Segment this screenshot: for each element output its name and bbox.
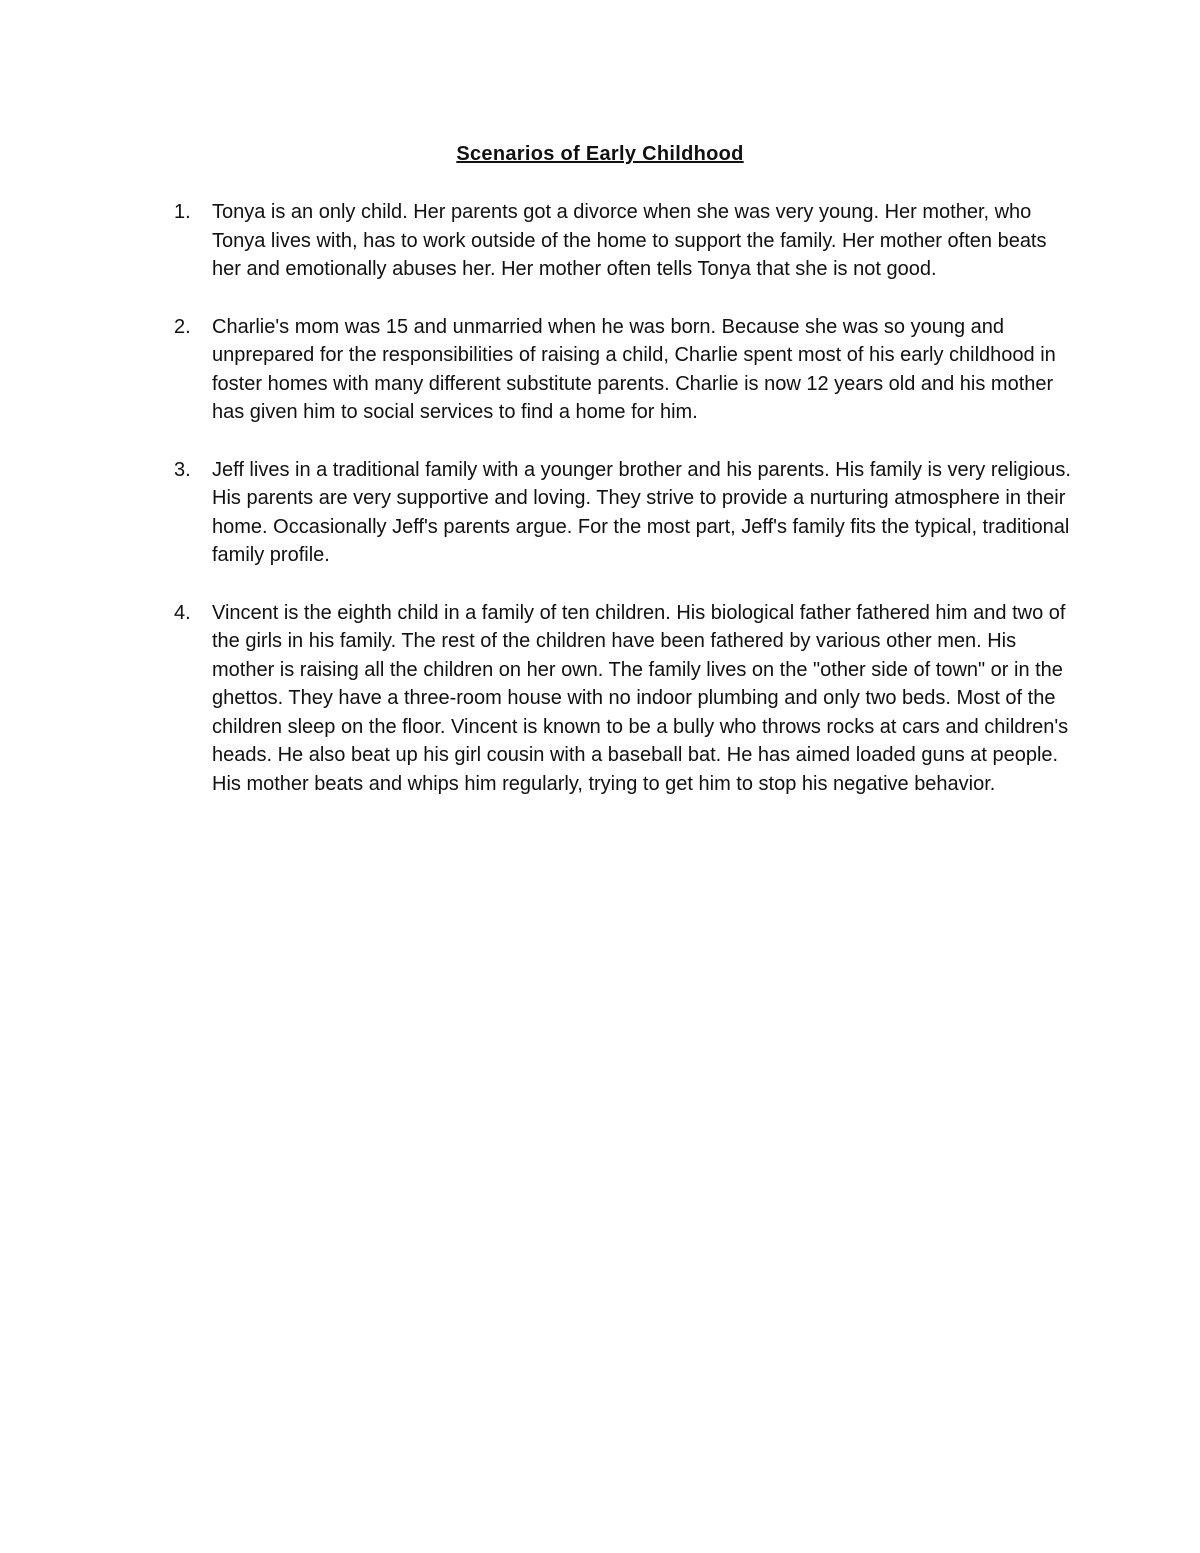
list-item-number: 2. (174, 315, 191, 338)
list-item-text: Jeff lives in a traditional family with a younger brother and his parents. His family is very religious. His parents are very supportive and loving. They strive to provide a nurturing atmosphere in their home. Occasionally Jeff's parents argue. For the most part, Jeff's family fits the typical, traditional family profile. (212, 458, 1071, 566)
list-item-number: 1. (174, 201, 191, 223)
scenario-list (174, 198, 1074, 827)
list-item-text: Vincent is the eighth child in a family of ten children. His biological father fathered him and two of the girls in his family. The rest of the children have been fathered by various other men. His mother is raising all the children on her own. The family lives on the "other side of town" or in the ghettos. They have a three-room house with no indoor plumbing and only two beds. Most of the children sleep on the floor. Vincent is known to be a bully who throws rocks at cars and children's heads. He also beat up his girl cousin with a baseball bat. He has aimed loaded guns at people. His mother beats and whips him regularly, trying to get him to stop his negative behavior. (212, 601, 1069, 795)
list-item-number: 3. (174, 458, 191, 481)
list-item-number: 4. (174, 601, 191, 624)
list-item-text: Tonya is an only child. Her parents got a divorce when she was very young. Her mother, who Tonya lives with, has to work outside of the home to support the family. Her mother often beats her and emotionally abuses her. Her mother often tells Tonya that she is not good. (212, 201, 1047, 280)
list-item-text: Charlie's mom was 15 and unmarried when he was born. Because she was so young and unprepared for the responsibilities of raising a child, Charlie spent most of his early childhood in foster homes with many different substitute parents. Charlie is now 12 years old and his mother has given him to social services to find a home for him. (212, 315, 1056, 423)
list-item (174, 313, 1074, 427)
list-item (174, 599, 1074, 799)
page-title: Scenarios of Early Childhood (456, 143, 744, 165)
list-item (174, 198, 1074, 284)
list-item (174, 456, 1074, 570)
